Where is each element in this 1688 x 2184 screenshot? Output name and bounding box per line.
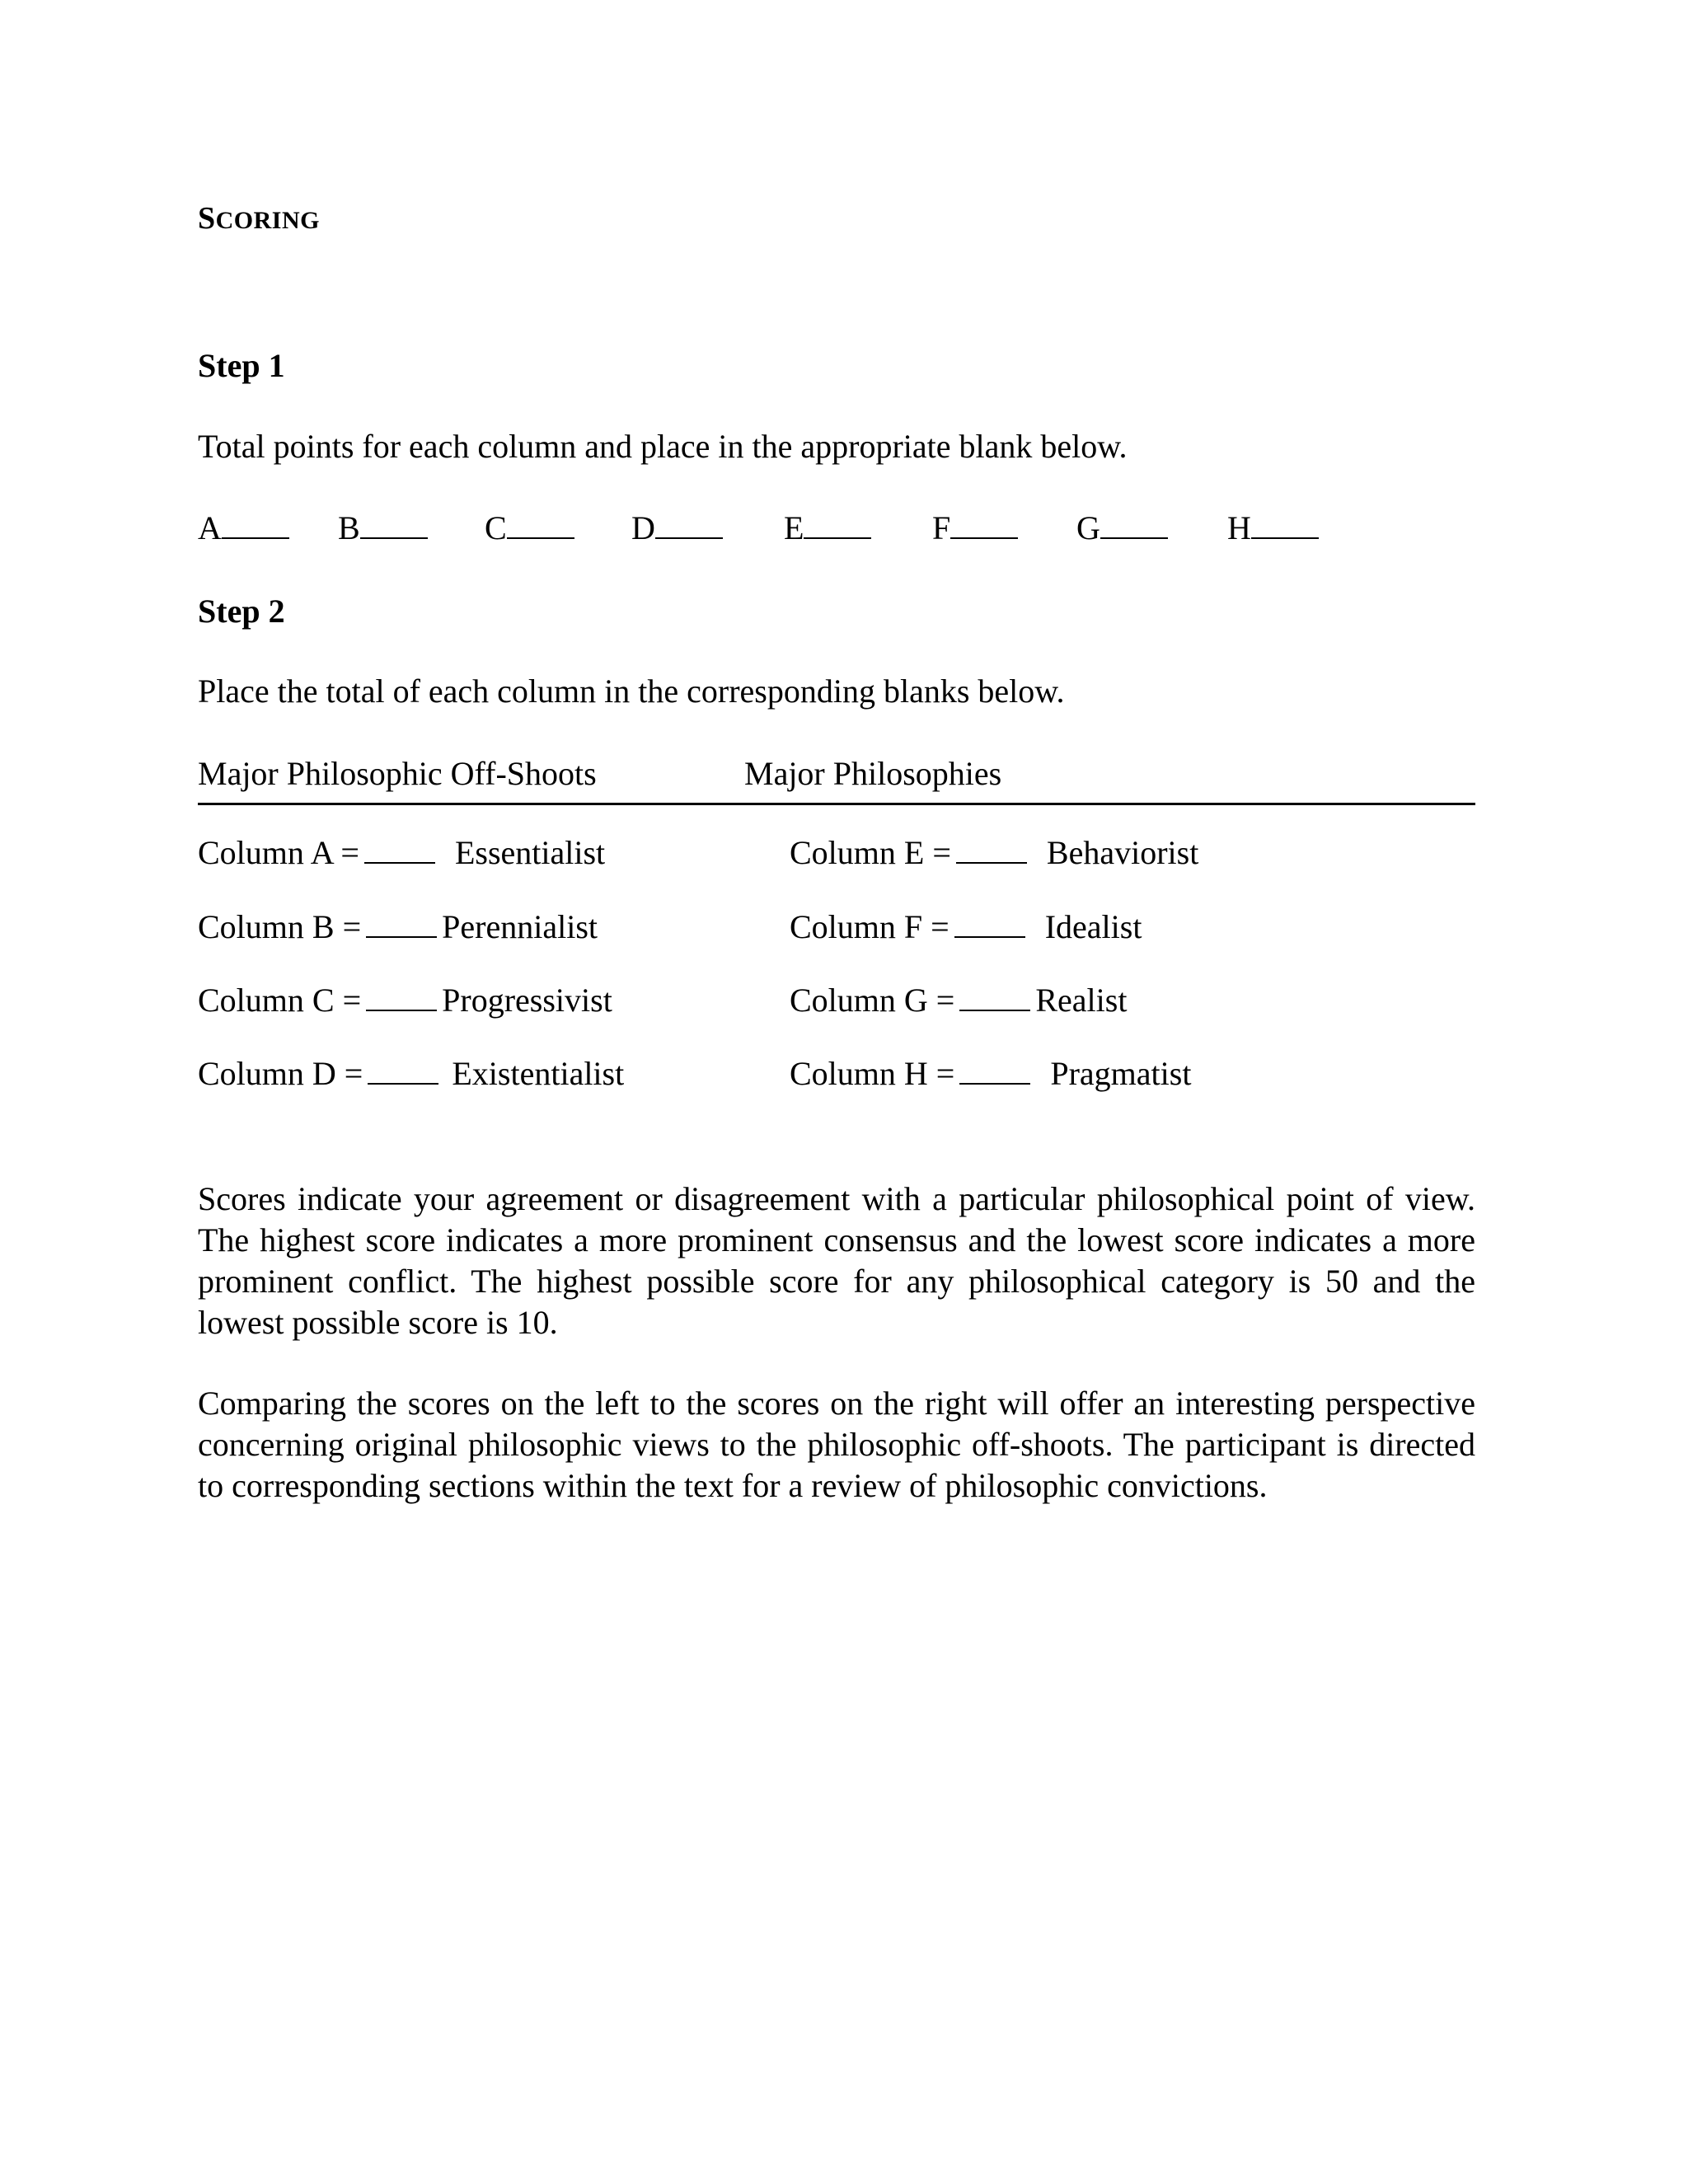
- score-row-b: [198, 907, 598, 946]
- column-label: Column H =: [790, 1055, 955, 1092]
- column-label: Column D =: [198, 1055, 363, 1092]
- score-blank[interactable]: [954, 907, 1025, 938]
- score-blank[interactable]: [804, 508, 871, 539]
- letter-label: F: [932, 509, 951, 546]
- score-row-e: [790, 832, 1198, 872]
- score-blank[interactable]: [655, 508, 723, 539]
- philosophy-name: Realist: [1035, 982, 1128, 1019]
- step1-instruction: Total points for each column and place in the appropriate blank below.: [198, 428, 1128, 465]
- score-blank[interactable]: [364, 832, 435, 864]
- score-row-g: [790, 980, 1127, 1019]
- letter-blank-f: [932, 508, 1018, 547]
- score-blank[interactable]: [959, 1053, 1030, 1085]
- step2-title: Step 2: [198, 593, 285, 630]
- column-label: Column F =: [790, 908, 950, 945]
- letter-blank-a: [198, 508, 289, 547]
- score-blank[interactable]: [1251, 508, 1319, 539]
- letter-blank-e: [784, 508, 871, 547]
- letter-label: E: [784, 509, 804, 546]
- section-heading: [198, 200, 320, 237]
- step1-title: Step 1: [198, 347, 285, 384]
- score-row-d: [198, 1053, 624, 1093]
- heading-rest: CORING: [215, 207, 320, 234]
- comparison-paragraph: Comparing the scores on the left to the scores on the right will offer an interesting perspective concerning original philosophic views to the philosophic off-shoots. The participant is directed to corresponding sections within the text for a review of philosophic convictions.: [198, 1385, 1475, 1504]
- score-blank[interactable]: [959, 980, 1030, 1011]
- score-blank[interactable]: [222, 508, 289, 539]
- philosophy-name: Essentialist: [454, 834, 606, 871]
- letter-blank-h: [1227, 508, 1319, 547]
- score-blank[interactable]: [507, 508, 574, 539]
- philosophy-name: Idealist: [1044, 908, 1142, 945]
- header-rule: [198, 803, 1475, 805]
- letter-label: C: [485, 509, 507, 546]
- philosophy-name: Perennialist: [442, 908, 598, 945]
- heading-initial: S: [198, 201, 216, 236]
- philosophy-name: Behaviorist: [1046, 834, 1199, 871]
- left-column-header: Major Philosophic Off-Shoots: [198, 755, 597, 792]
- score-blank[interactable]: [950, 508, 1018, 539]
- column-label: Column A =: [198, 834, 359, 871]
- right-column-header: Major Philosophies: [744, 755, 1002, 792]
- score-row-f: [790, 907, 1142, 946]
- score-row-h: [790, 1053, 1191, 1093]
- score-blank[interactable]: [360, 508, 428, 539]
- score-blank[interactable]: [366, 980, 437, 1011]
- letter-label: G: [1076, 509, 1100, 546]
- score-blank[interactable]: [366, 907, 437, 938]
- letter-label: H: [1227, 509, 1251, 546]
- letter-blank-g: [1076, 508, 1168, 547]
- philosophy-name: Existentialist: [452, 1055, 625, 1092]
- score-row-a: [198, 832, 605, 872]
- column-label: Column E =: [790, 834, 951, 871]
- letter-blank-c: [485, 508, 574, 547]
- step2-instruction: Place the total of each column in the corresponding blanks below.: [198, 673, 1065, 710]
- column-label: Column G =: [790, 982, 955, 1019]
- column-label: Column B =: [198, 908, 362, 945]
- score-blank[interactable]: [956, 832, 1027, 864]
- letter-label: B: [338, 509, 360, 546]
- philosophy-name: Pragmatist: [1050, 1055, 1192, 1092]
- score-row-c: [198, 980, 612, 1019]
- letter-blank-d: [631, 508, 723, 547]
- letter-blank-b: [338, 508, 428, 547]
- score-blank[interactable]: [1100, 508, 1168, 539]
- philosophy-name: Progressivist: [442, 982, 612, 1019]
- letter-label: A: [198, 509, 222, 546]
- score-blank[interactable]: [368, 1053, 438, 1085]
- scores-explanation-paragraph: Scores indicate your agreement or disagreement with a particular philosophical point of view. The highest score indicates a more prominent consensus and the lowest score indicates a more prominent conflict. The highest possible score for any philosophical category is 50 and the lowest possible score is 10.: [198, 1180, 1475, 1341]
- column-label: Column C =: [198, 982, 362, 1019]
- letter-label: D: [631, 509, 655, 546]
